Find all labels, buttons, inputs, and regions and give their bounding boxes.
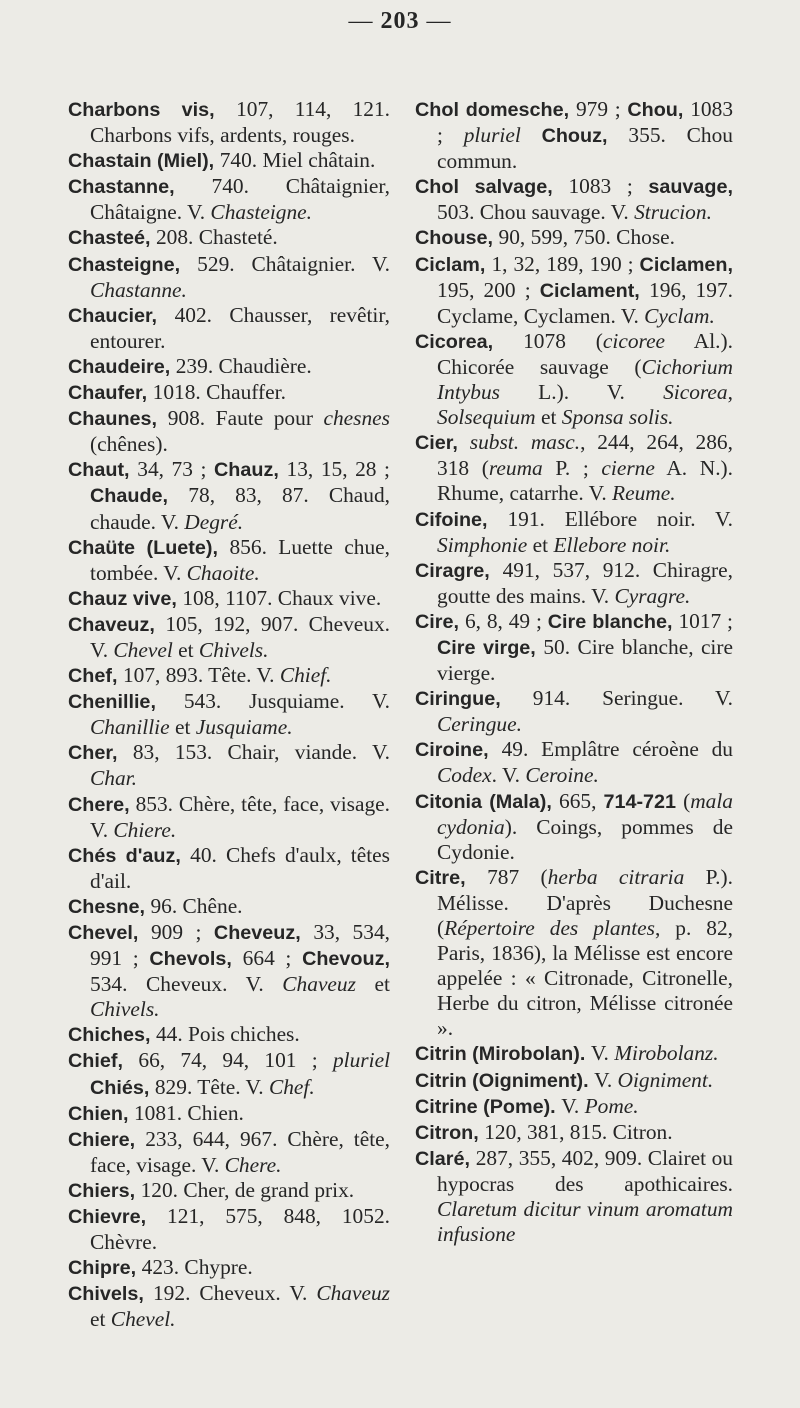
dictionary-entry bbox=[415, 1068, 733, 1094]
dictionary-entry bbox=[415, 225, 733, 251]
dictionary-entry bbox=[68, 894, 390, 920]
headword: Chaucier, bbox=[68, 304, 175, 327]
dictionary-entry bbox=[68, 1101, 390, 1127]
italic-text: Chastanne. bbox=[90, 277, 187, 302]
definition-text: V. bbox=[590, 1041, 615, 1066]
headword: Ciclamen, bbox=[639, 253, 733, 276]
headword: Cire, bbox=[415, 610, 465, 633]
dictionary-entry bbox=[68, 380, 390, 406]
headword: Chastanne, bbox=[68, 176, 212, 199]
headword: Chiches, bbox=[68, 1024, 156, 1047]
definition-text: 192. Cheveux. V. bbox=[152, 1281, 317, 1306]
headword: Ciragre, bbox=[415, 559, 503, 582]
headword: Chaufer, bbox=[68, 382, 153, 405]
definition-text: 1018. Chauffer. bbox=[152, 380, 286, 405]
definition-text: 40. Chefs d'aulx, têtes d'ail. bbox=[90, 842, 390, 893]
definition-text: V. bbox=[561, 1093, 585, 1118]
headword: Chouz, bbox=[541, 125, 629, 148]
italic-text: Chivels. bbox=[90, 997, 160, 1022]
italic-text: Cyragre. bbox=[614, 583, 691, 608]
dictionary-entry bbox=[415, 1041, 733, 1067]
headword: Ciringue, bbox=[415, 688, 533, 711]
headword: Chasteigne, bbox=[68, 253, 198, 276]
dictionary-entry bbox=[415, 97, 733, 174]
definition-text: 829. Tête. V. bbox=[154, 1074, 269, 1099]
definition-text: 355. Chou commun. bbox=[437, 123, 733, 174]
headword: Chés d'auz, bbox=[68, 844, 191, 867]
headword: Chaunes, bbox=[68, 408, 168, 431]
italic-text: Pome. bbox=[584, 1093, 639, 1118]
definition-text: 108, 1107. Chaux vive. bbox=[182, 585, 382, 610]
italic-text: Char. bbox=[90, 766, 137, 791]
definition-text: 120, 381, 815. Citron. bbox=[484, 1119, 673, 1144]
definition-text: ). Coings, pommes de Cydonie. bbox=[437, 814, 733, 864]
dictionary-entry bbox=[415, 329, 733, 430]
definition-text: 856. Luette chue, tombée. V. bbox=[90, 534, 390, 585]
headword: Cher, bbox=[68, 742, 133, 765]
italic-text: Mirobolanz. bbox=[614, 1041, 719, 1066]
definition-text: 914. Seringue. V. bbox=[532, 686, 734, 711]
dictionary-entry bbox=[68, 97, 390, 148]
dictionary-entry bbox=[68, 792, 390, 843]
headword: Chevouz, bbox=[302, 948, 390, 971]
definition-text: 6, 8, 49 ; bbox=[464, 608, 548, 633]
definition-text: 13, 15, 28 ; bbox=[286, 457, 390, 482]
dictionary-entry bbox=[68, 174, 390, 225]
headword: Chef, bbox=[68, 665, 123, 688]
dictionary-entry bbox=[68, 1178, 390, 1204]
italic-text: Ceroine. bbox=[525, 763, 599, 788]
italic-text: mala cydonia bbox=[437, 788, 733, 839]
definition-text: 121, 575, 848, 1052. Chèvre. bbox=[90, 1204, 390, 1255]
italic-text: Chaoite. bbox=[186, 560, 260, 585]
headword: Chiers, bbox=[68, 1179, 141, 1202]
headword: Citonia (Mala), bbox=[415, 790, 559, 813]
headword: Citrin (Oigniment). bbox=[415, 1069, 595, 1092]
definition-text: 196, 197. Cyclame, Cyclamen. V. bbox=[437, 277, 733, 328]
dictionary-entry bbox=[415, 789, 733, 865]
italic-text: Simphonie bbox=[437, 532, 528, 557]
headword: Chauz, bbox=[213, 459, 287, 482]
headword: Chevel, bbox=[68, 922, 151, 944]
italic-text: cicoree bbox=[602, 328, 666, 353]
headword: Chastain (Miel), bbox=[68, 150, 220, 173]
definition-text: ( bbox=[676, 788, 691, 813]
headword: Cire blanche, bbox=[547, 610, 679, 633]
italic-text: Chevel bbox=[113, 637, 173, 662]
definition-text: 120. Cher, de grand prix. bbox=[140, 1177, 355, 1202]
dictionary-entry bbox=[68, 535, 390, 586]
headword: Cicorea, bbox=[415, 330, 524, 353]
definition-text: 287, 355, 402, 909. Clairet ou hypocras des apothicaires. bbox=[437, 1145, 733, 1196]
headword: Chol domesche, bbox=[415, 99, 576, 121]
italic-text: Ellebore noir. bbox=[553, 532, 671, 557]
dictionary-entry bbox=[68, 1204, 390, 1255]
definition-text: 543. Jusquiame. V. bbox=[183, 689, 390, 714]
headword: Claré, bbox=[415, 1147, 476, 1170]
definition-text: 1081. Chien. bbox=[133, 1100, 244, 1125]
italic-text: Chaveuz bbox=[316, 1281, 391, 1306]
dictionary-entry bbox=[68, 1022, 390, 1048]
headword: Chaveuz, bbox=[68, 613, 166, 636]
italic-text: Claretum dicitur vinum aromatum infusione bbox=[437, 1197, 733, 1247]
header-dash-left: — bbox=[348, 8, 374, 34]
definition-text: 740. Châtaignier, Châtaigne. V. bbox=[90, 174, 390, 225]
definition-text: 90, 599, 750. Chose. bbox=[498, 225, 676, 250]
headword: Chipre, bbox=[68, 1257, 142, 1280]
italic-text: Chanillie bbox=[90, 715, 170, 740]
definition-text: , 244, 264, 286, 318 ( bbox=[437, 430, 733, 481]
definition-text: 529. Châtaignier. V. bbox=[197, 251, 390, 276]
headword: Chenillie, bbox=[68, 691, 184, 714]
italic-text: Chief. bbox=[279, 663, 332, 688]
dictionary-entry bbox=[68, 303, 390, 354]
headword: Chol salvage, bbox=[415, 176, 569, 199]
italic-text: Codex bbox=[437, 763, 492, 788]
italic-text: Sicorea bbox=[663, 380, 728, 405]
definition-text: 503. Chou sauvage. V. bbox=[437, 200, 635, 225]
definition-text: et bbox=[90, 1307, 111, 1332]
dictionary-entry bbox=[68, 225, 390, 251]
definition-text: 402. Chausser, revêtir, entourer. bbox=[90, 302, 390, 353]
italic-text: Chere. bbox=[224, 1152, 282, 1177]
definition-text: 1083 ; bbox=[568, 174, 649, 199]
headword: Ciclam, bbox=[415, 253, 492, 276]
dictionary-entry bbox=[415, 558, 733, 609]
dictionary-entry bbox=[68, 689, 390, 740]
italic-text: Chevel. bbox=[110, 1307, 176, 1332]
dictionary-entry bbox=[68, 843, 390, 894]
headword: Chiés, bbox=[90, 1076, 155, 1099]
definition-text: Al.). Chicorée sauvage ( bbox=[437, 328, 733, 379]
headword: Chaut, bbox=[68, 459, 138, 482]
dictionary-entry bbox=[415, 174, 733, 225]
definition-text: et bbox=[527, 532, 554, 557]
header-dash-right: — bbox=[426, 8, 452, 34]
italic-text: Répertoire des plantes bbox=[444, 916, 655, 940]
headword: Citre, bbox=[415, 866, 488, 889]
headword: Citrine (Pome). bbox=[415, 1095, 562, 1118]
headword: Chere, bbox=[68, 793, 136, 816]
definition-text: 787 ( bbox=[487, 864, 548, 889]
definition-text: 191. Ellébore noir. V. bbox=[507, 506, 733, 531]
definition-text: et bbox=[535, 405, 562, 430]
italic-text: Chef. bbox=[268, 1074, 315, 1099]
italic-text: pluriel bbox=[332, 1048, 391, 1073]
italic-text: pluriel bbox=[463, 123, 521, 148]
italic-text: Chasteigne. bbox=[210, 200, 313, 225]
headword: 714-721 bbox=[603, 790, 677, 813]
dictionary-entry bbox=[68, 148, 390, 174]
definition-text: 909 ; bbox=[150, 920, 214, 944]
italic-text: chesnes bbox=[323, 406, 390, 431]
right-column bbox=[415, 97, 733, 1247]
headword: Chou, bbox=[627, 99, 691, 121]
definition-text: 96. Chêne. bbox=[150, 893, 243, 918]
italic-text: Degré. bbox=[184, 509, 244, 534]
definition-text: L.). V. bbox=[499, 380, 664, 405]
headword: Chauz vive, bbox=[68, 587, 183, 610]
definition-text: 34, 73 ; bbox=[137, 457, 214, 482]
definition-text bbox=[521, 123, 542, 147]
italic-text: herba citraria bbox=[547, 864, 685, 889]
definition-text: 1, 32, 189, 190 ; bbox=[491, 251, 640, 276]
definition-text: V. bbox=[594, 1067, 618, 1092]
headword: Chievre, bbox=[68, 1206, 168, 1229]
definition-text: 1078 ( bbox=[523, 328, 603, 353]
definition-text: 1017 ; bbox=[678, 608, 733, 633]
italic-text: Oigniment. bbox=[617, 1067, 714, 1092]
definition-text: 78, 83, 87. Chaud, chaude. V. bbox=[90, 483, 391, 534]
dictionary-entry bbox=[68, 1127, 390, 1178]
italic-text: Chiere. bbox=[113, 817, 177, 842]
definition-text: 233, 644, 967. Chère, tête, face, visage. V. bbox=[90, 1126, 390, 1177]
definition-text: 33, 534, 991 ; bbox=[90, 920, 390, 971]
definition-text: 664 ; bbox=[242, 946, 303, 971]
definition-text: 853. Chère, tête, face, visage. V. bbox=[90, 791, 391, 842]
headword: Cifoine, bbox=[415, 508, 508, 531]
definition-text: 107, 893. Tête. V. bbox=[122, 663, 280, 688]
definition-text: 491, 537, 912. Chiragre, goutte des mains. V. bbox=[437, 557, 733, 608]
headword: Cier, bbox=[415, 432, 470, 455]
definition-text: et bbox=[172, 637, 199, 662]
definition-text: 107, 114, 121. Charbons vifs, ardents, rouges. bbox=[90, 97, 391, 148]
headword: Chaüte (Luete), bbox=[68, 536, 230, 559]
headword: sauvage, bbox=[648, 176, 733, 199]
definition-text: , bbox=[727, 380, 733, 405]
headword: Chasteé, bbox=[68, 227, 156, 250]
dictionary-entry bbox=[415, 686, 733, 737]
headword: Chief, bbox=[68, 1050, 139, 1073]
definition-text: 908. Faute pour bbox=[167, 406, 324, 431]
definition-text: 423. Chypre. bbox=[141, 1255, 253, 1280]
dictionary-entry bbox=[415, 1094, 733, 1120]
dictionary-entry bbox=[415, 430, 733, 506]
definition-text: 1083 ; bbox=[437, 97, 734, 148]
italic-text: Reume. bbox=[612, 481, 676, 506]
definition-text: 83, 153. Chair, viande. V. bbox=[132, 740, 391, 765]
headword: Cheveuz, bbox=[213, 922, 314, 944]
dictionary-entry bbox=[68, 920, 390, 1022]
dictionary-entry bbox=[415, 507, 733, 558]
italic-text: cierne bbox=[601, 456, 655, 481]
definition-text: 105, 192, 907. Cheveux. V. bbox=[90, 611, 390, 662]
headword: Chesne, bbox=[68, 895, 151, 918]
definition-text: 534. Cheveux. V. bbox=[90, 972, 283, 997]
dictionary-entry bbox=[68, 1255, 390, 1281]
italic-text: Cyclam. bbox=[644, 303, 715, 328]
dictionary-entry bbox=[415, 252, 733, 329]
headword: Charbons vis, bbox=[68, 99, 237, 121]
italic-text: Chivels. bbox=[198, 637, 269, 662]
italic-text: Strucion. bbox=[634, 200, 712, 225]
headword: Cire virge, bbox=[437, 636, 544, 659]
italic-text: Chaveuz bbox=[282, 972, 356, 997]
definition-text: 979 ; bbox=[575, 97, 628, 121]
dictionary-entry bbox=[68, 586, 390, 612]
dictionary-entry bbox=[68, 354, 390, 380]
definition-text: 239. Chaudière. bbox=[175, 353, 312, 378]
dictionary-entry bbox=[68, 457, 390, 534]
headword: Citron, bbox=[415, 1121, 485, 1144]
dictionary-entry bbox=[68, 252, 390, 303]
dictionary-entry bbox=[68, 1048, 390, 1100]
headword: Chevols, bbox=[149, 948, 243, 971]
definition-text: 740. Miel châtain. bbox=[219, 148, 376, 173]
headword: Chaude, bbox=[90, 485, 189, 508]
definition-text: A. N.). Rhume, catarrhe. V. bbox=[437, 456, 734, 506]
headword: Chaudeire, bbox=[68, 355, 176, 378]
page-header bbox=[0, 8, 800, 35]
definition-text: 44. Pois chiches. bbox=[155, 1022, 300, 1047]
dictionary-entry bbox=[415, 737, 733, 788]
definition-text: , p. 82, Paris, 1836), la Mélisse est encore appelée : « Citronade, Citronelle, Herbe du citron, Mélisse citronée ». bbox=[437, 916, 734, 1041]
headword: Chouse, bbox=[415, 227, 499, 250]
italic-text: Solsequium bbox=[437, 405, 536, 430]
italic-text: Cichorium Intybus bbox=[437, 354, 733, 405]
definition-text: et bbox=[169, 715, 196, 740]
headword: Ciclament, bbox=[539, 279, 650, 302]
headword: Citrin (Mirobolan). bbox=[415, 1043, 591, 1066]
dictionary-entry bbox=[68, 740, 390, 791]
definition-text: (chênes). bbox=[90, 432, 168, 457]
headword: Chiere, bbox=[68, 1128, 146, 1151]
headword: Chivels, bbox=[68, 1283, 153, 1306]
definition-text: 50. Cire blanche, cire vierge. bbox=[437, 634, 733, 686]
definition-text: 66, 74, 94, 101 ; bbox=[138, 1048, 333, 1073]
dictionary-entry bbox=[68, 1281, 390, 1332]
italic-text: Jusquiame. bbox=[195, 715, 293, 740]
definition-text: 49. Emplâtre céroène du bbox=[501, 737, 734, 762]
italic-text: reuma bbox=[488, 456, 543, 481]
definition-text: P. ; bbox=[542, 456, 602, 481]
left-column bbox=[68, 97, 390, 1333]
italic-text: subst. masc. bbox=[469, 430, 581, 455]
italic-text: Ceringue. bbox=[437, 712, 522, 737]
definition-text: 195, 200 ; bbox=[437, 277, 540, 302]
definition-text: . V. bbox=[491, 763, 526, 788]
dictionary-entry bbox=[68, 406, 390, 457]
dictionary-entry bbox=[415, 1146, 733, 1247]
dictionary-entry bbox=[415, 1120, 733, 1146]
dictionary-entry bbox=[415, 865, 733, 1042]
dictionary-entry bbox=[68, 612, 390, 663]
dictionary-entry bbox=[68, 663, 390, 689]
definition-text: et bbox=[355, 972, 390, 997]
headword: Ciroine, bbox=[415, 739, 502, 762]
dictionary-entry bbox=[415, 609, 733, 686]
italic-text: Sponsa solis. bbox=[561, 405, 674, 430]
page-number: 203 bbox=[380, 8, 420, 34]
definition-text: 665, bbox=[559, 788, 604, 813]
definition-text: P.). Mélisse. D'après Duchesne ( bbox=[437, 864, 733, 940]
headword: Chien, bbox=[68, 1102, 134, 1125]
definition-text: 208. Chasteté. bbox=[155, 225, 278, 250]
